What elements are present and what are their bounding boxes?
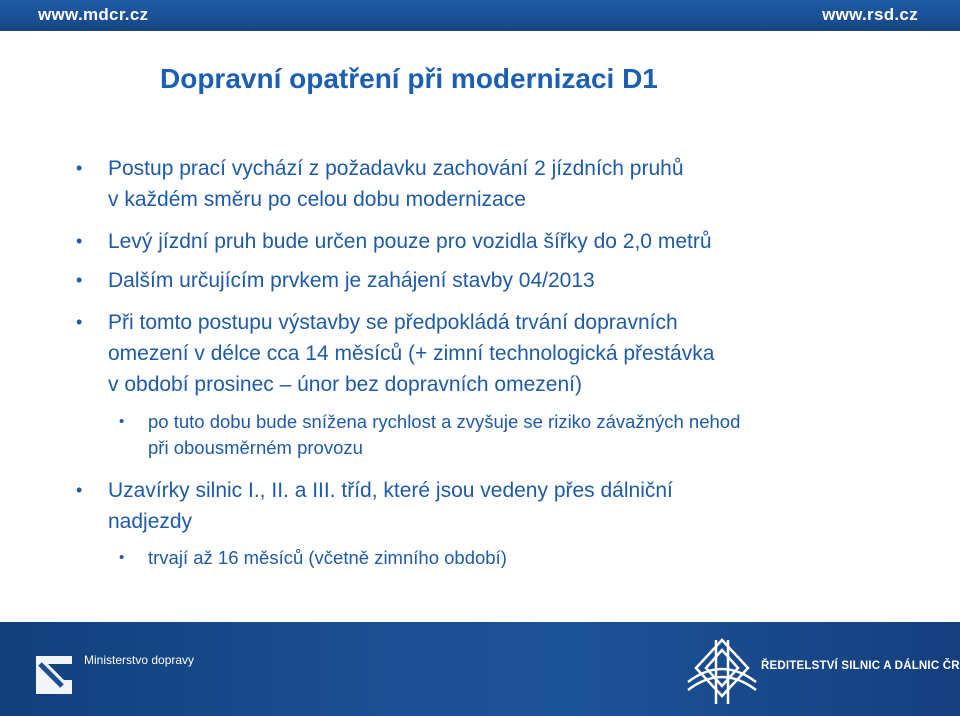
bullet-item bbox=[76, 475, 673, 537]
bullet-line: nadjezdy bbox=[108, 510, 193, 533]
bullet-dot: • bbox=[76, 231, 83, 251]
subbullet-line: trvají až 16 měsíců (včetně zimního období) bbox=[148, 547, 507, 568]
bullet-line: omezení v délce cca 14 měsíců (+ zimní technologická přestávka bbox=[108, 342, 715, 365]
slide-title: Dopravní opatření při modernizaci D1 bbox=[160, 63, 658, 94]
bullet-dot: • bbox=[76, 312, 83, 332]
bullet-item bbox=[76, 226, 712, 257]
subbullet-item bbox=[119, 409, 741, 461]
ministry-label: Ministerstvo dopravy bbox=[84, 653, 195, 667]
bullet-line: Při tomto postupu výstavby se předpokládá trvání dopravních bbox=[108, 311, 678, 334]
rsd-label: ŘEDITELSTVÍ SILNIC A DÁLNIC ČR bbox=[761, 660, 960, 672]
mdcr-url[interactable]: www.mdcr.cz bbox=[38, 5, 149, 24]
rsd-url[interactable]: www.rsd.cz bbox=[822, 5, 918, 24]
bullet-line: Postup prací vychází z požadavku zachování 2 jízdních pruhů bbox=[108, 157, 684, 180]
bullet-item bbox=[76, 307, 715, 400]
bullet-line: v každém směru po celou dobu modernizace bbox=[108, 188, 526, 211]
top-header-bar bbox=[0, 0, 960, 31]
subbullet-line: po tuto dobu bude snížena rychlost a zvyšuje se riziko závažných nehod bbox=[148, 411, 741, 432]
bullet-item bbox=[76, 265, 595, 296]
rsd-logo-icon bbox=[686, 634, 758, 710]
bullet-dot: • bbox=[76, 480, 83, 500]
subbullet-item bbox=[119, 545, 507, 571]
bullet-dot: • bbox=[76, 270, 83, 290]
bullet-line: Dalším určujícím prvkem je zahájení stavby 04/2013 bbox=[108, 269, 595, 292]
subbullet-dot: • bbox=[119, 413, 125, 430]
bullet-line: Levý jízdní pruh bude určen pouze pro vozidla šířky do 2,0 metrů bbox=[108, 230, 712, 253]
subbullet-dot: • bbox=[119, 549, 125, 566]
bullet-line: Uzavírky silnic I., II. a III. tříd, které jsou vedeny přes dálniční bbox=[108, 479, 673, 502]
subbullet-line: při obousměrném provozu bbox=[148, 437, 363, 458]
bullet-line: v období prosinec – únor bez dopravních omezení) bbox=[108, 373, 582, 396]
bullet-item bbox=[76, 153, 684, 215]
bullet-dot: • bbox=[76, 158, 83, 178]
